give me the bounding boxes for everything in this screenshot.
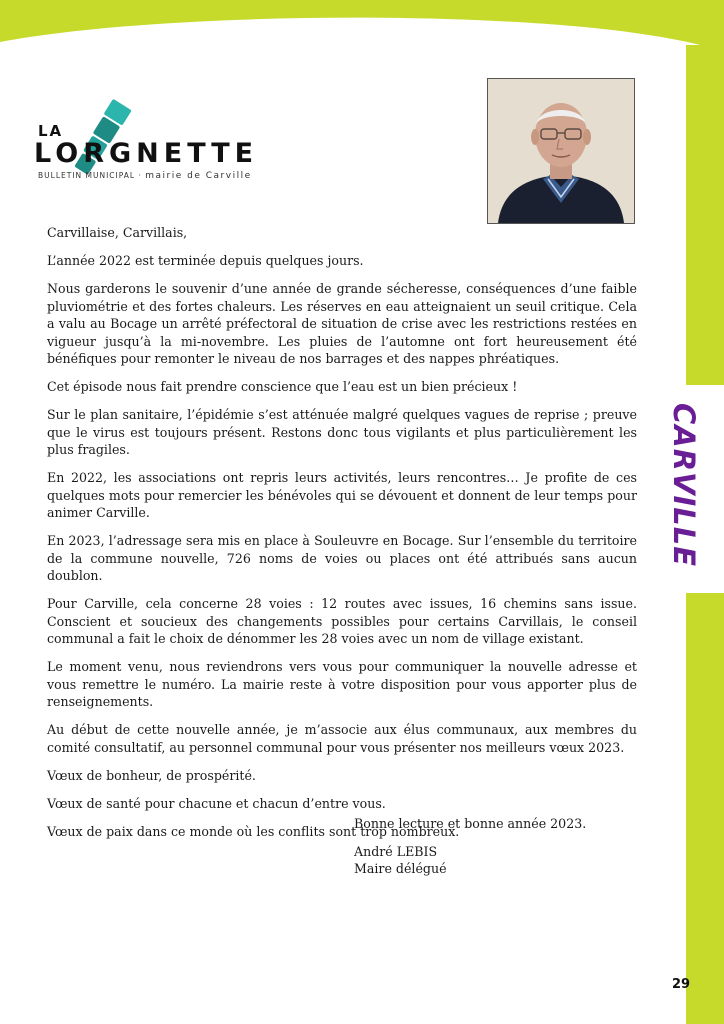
paragraph: L’année 2022 est terminée depuis quelques jours. — [47, 253, 364, 268]
portrait-illustration — [488, 79, 634, 223]
logo-subtitle — [38, 171, 252, 181]
paragraph: Le moment venu, nous reviendrons vers vous pour communiquer la nouvelle adresse et vous remettre le numéro. La mairie reste à votre disposition pour vous apporter plus de renseignements. — [47, 659, 637, 709]
paragraph: Sur le plan sanitaire, l’épidémie s’est atténuée malgré quelques vagues de reprise ; preuve que le virus est toujours présent. Restons donc tous vigilants et plus particulièrement les plus fragiles. — [47, 407, 637, 457]
paragraph: Nous garderons le souvenir d’une année de grande sécheresse, conséquences d’une faible pluviométrie et des fortes chaleurs. Les réserves en eau atteignaient un seuil critique. Cela a valu au Bocage un arrêté préfectoral de situation de crise avec les restrictions restées en vigueur jusqu’à la mi-novembre. Les pluies de l’automne ont fort heureusement été bénéfiques pour remonter le niveau de nos barrages et des nappes phréatiques. — [47, 281, 637, 366]
closing-line: Bonne lecture et bonne année 2023. — [354, 816, 587, 831]
logo-subtitle-small: BULLETIN MUNICIPAL · — [38, 171, 142, 180]
paragraph: Vœux de santé pour chacune et chacun d’entre vous. — [47, 795, 386, 811]
signature-name: André LEBIS — [354, 843, 438, 859]
paragraph: En 2023, l’adressage sera mis en place à Souleuvre en Bocage. Sur l’ensemble du territoire de la commune nouvelle, 726 noms de voies ou places ont été attribués sans aucun doublon. — [47, 533, 637, 583]
paragraph: Pour Carville, cela concerne 28 voies : 12 routes avec issues, 16 chemins sans issue. Conscient et soucieux des changements possibles pour certains Carvillais, le conseil communal a fait le choix de dénommer les 28 voies avec un nom de village existant. — [47, 596, 637, 646]
portrait-photo — [487, 78, 635, 224]
paragraph: Cet épisode nous fait prendre conscience que l’eau est un bien précieux ! — [47, 379, 518, 394]
editorial-letter — [47, 224, 637, 851]
paragraph: Vœux de paix dans ce monde où les conflits sont trop nombreux. — [47, 823, 460, 839]
signature-title: Maire délégué — [354, 861, 447, 876]
paragraph: Carvillaise, Carvillais, — [47, 225, 188, 240]
logo-prefix: LA — [38, 122, 64, 140]
logo-title: LORGNETTE — [34, 138, 259, 169]
logo-subtitle-main: mairie de Carville — [145, 171, 252, 181]
side-label-text: CARVILLE — [667, 402, 701, 568]
signature-block — [354, 815, 586, 878]
paragraph: En 2022, les associations ont repris leurs activités, leurs rencontres… Je profite de ces quelques mots pour remercier les bénévoles qui se dévouent et donnent de leur temps pour animer Carville. — [47, 470, 637, 520]
side-accent-bar-upper — [686, 45, 724, 385]
top-decorative-band — [0, 0, 724, 80]
paragraph: Vœux de bonheur, de prospérité. — [47, 767, 256, 783]
paragraph: Au début de cette nouvelle année, je m’associe aux élus communaux, aux membres du comité consultatif, au personnel communal pour vous présenter nos meilleurs vœux 2023. — [47, 722, 637, 755]
page-number: 29 — [672, 977, 691, 992]
bulletin-logo — [34, 88, 274, 188]
side-section-label — [664, 400, 704, 570]
side-accent-bar-lower — [686, 593, 724, 1024]
